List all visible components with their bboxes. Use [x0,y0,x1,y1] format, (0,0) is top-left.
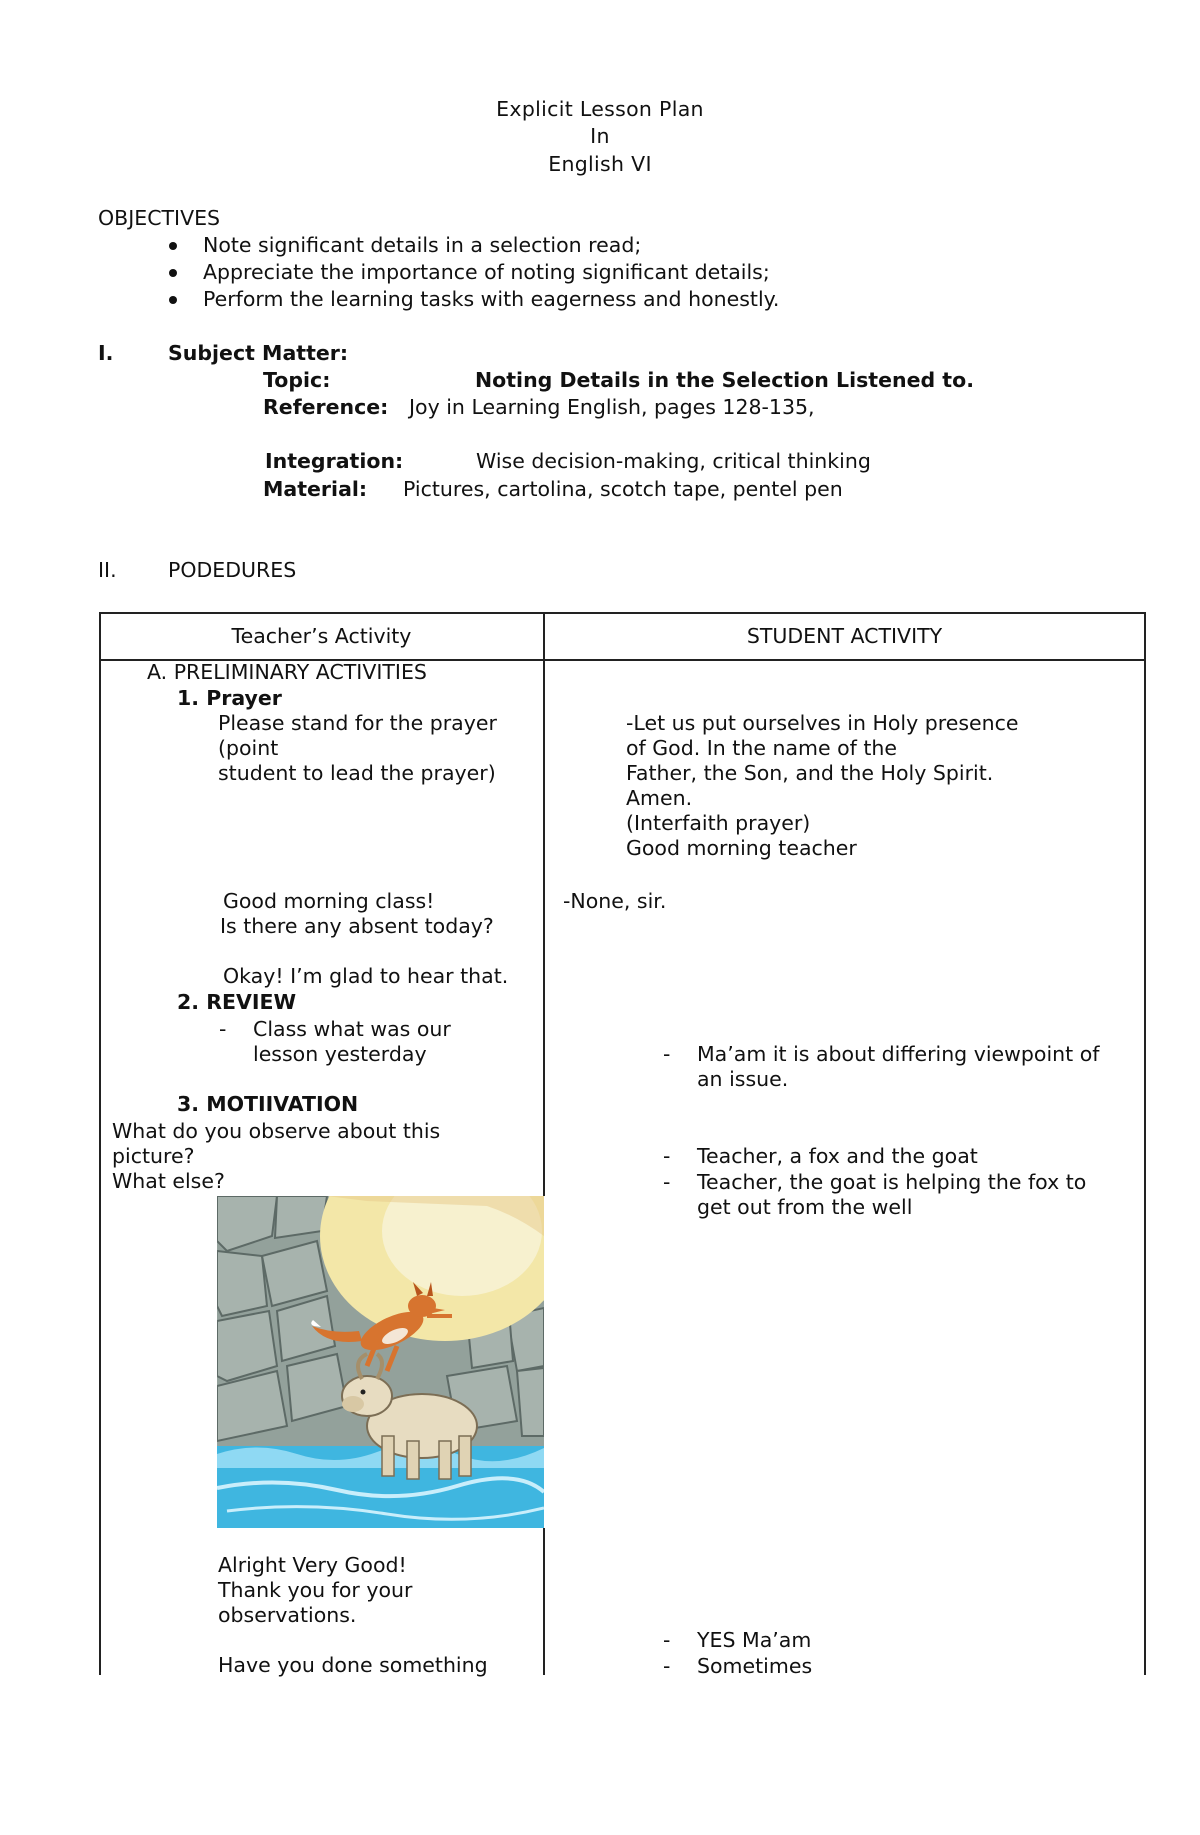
teacher-text: picture? [112,1144,195,1168]
table-column-divider [543,1528,545,1675]
doc-title-line2: In [590,124,610,148]
teacher-text: Is there any absent today? [220,914,494,938]
teacher-text: (point [218,736,279,760]
section-number: II. [98,558,117,582]
teacher-text: What do you observe about this [112,1119,441,1143]
preliminary-activities-heading: A. PRELIMINARY ACTIVITIES [147,660,427,684]
teacher-text: Alright Very Good! [218,1553,407,1577]
student-activity-header: STUDENT ACTIVITY [746,624,943,648]
teacher-text: What else? [112,1169,225,1193]
teacher-text: Good morning class! [223,889,435,913]
student-text: Good morning teacher [626,836,857,860]
student-text: of God. In the name of the [626,736,898,760]
student-text: YES Ma’am [697,1628,812,1652]
teacher-activity-header: Teacher’s Activity [231,624,412,648]
teacher-text: Have you done something [218,1653,488,1677]
student-text: -None, sir. [563,889,667,913]
topic-label: Topic: [263,368,331,392]
student-text: Father, the Son, and the Holy Spirit. [626,761,994,785]
teacher-text: student to lead the prayer) [218,761,496,785]
objectives-heading: OBJECTIVES [98,206,221,230]
procedures-heading: PODEDURES [168,558,297,582]
student-text: get out from the well [697,1195,913,1219]
reference-label: Reference: [263,395,389,419]
section-number: I. [98,341,114,365]
student-text: Amen. [626,786,693,810]
student-text: Ma’am it is about differing viewpoint of [697,1042,1100,1066]
teacher-text: lesson yesterday [253,1042,427,1066]
subject-matter-heading: Subject Matter: [168,341,349,365]
bullet-icon [169,296,177,304]
student-text: Teacher, a fox and the goat [697,1144,978,1168]
dash: - [219,1017,227,1041]
table-border-top [99,612,1145,614]
reference-value: Joy in Learning English, pages 128-135, [409,395,815,419]
integration-value: Wise decision-making, critical thinking [476,449,871,473]
fox-and-goat-picture [217,1196,544,1528]
objective-item: Perform the learning tasks with eagerness and honestly. [203,287,780,311]
dash: - [663,1144,671,1168]
table-column-divider [543,612,545,1196]
student-text: -Let us put ourselves in Holy presence [626,711,1019,735]
bullet-icon [169,269,177,277]
student-text: an issue. [697,1067,789,1091]
table-border-left [99,612,101,1675]
prayer-heading: 1. Prayer [177,686,282,710]
doc-title-line3: English VI [548,152,652,176]
material-value: Pictures, cartolina, scotch tape, pentel pen [403,477,843,501]
dash: - [663,1170,671,1194]
teacher-text: Class what was our [253,1017,451,1041]
bullet-icon [169,242,177,250]
student-text: Teacher, the goat is helping the fox to [697,1170,1087,1194]
teacher-text: Okay! I’m glad to hear that. [223,964,509,988]
student-text: Sometimes [697,1654,813,1678]
student-text: (Interfaith prayer) [626,811,811,835]
integration-label: Integration: [265,449,404,473]
doc-title-line1: Explicit Lesson Plan [496,97,704,121]
teacher-text: Thank you for your [218,1578,413,1602]
table-border-right [1144,612,1146,1675]
dash: - [663,1628,671,1652]
dash: - [663,1042,671,1066]
motivation-heading: 3. MOTIIVATION [177,1092,359,1116]
dash: - [663,1654,671,1678]
objective-item: Note significant details in a selection read; [203,233,642,257]
topic-value: Noting Details in the Selection Listened to. [475,368,974,392]
teacher-text: observations. [218,1603,357,1627]
review-heading: 2. REVIEW [177,990,297,1014]
teacher-text: Please stand for the prayer [218,711,497,735]
objective-item: Appreciate the importance of noting significant details; [203,260,770,284]
material-label: Material: [263,477,368,501]
